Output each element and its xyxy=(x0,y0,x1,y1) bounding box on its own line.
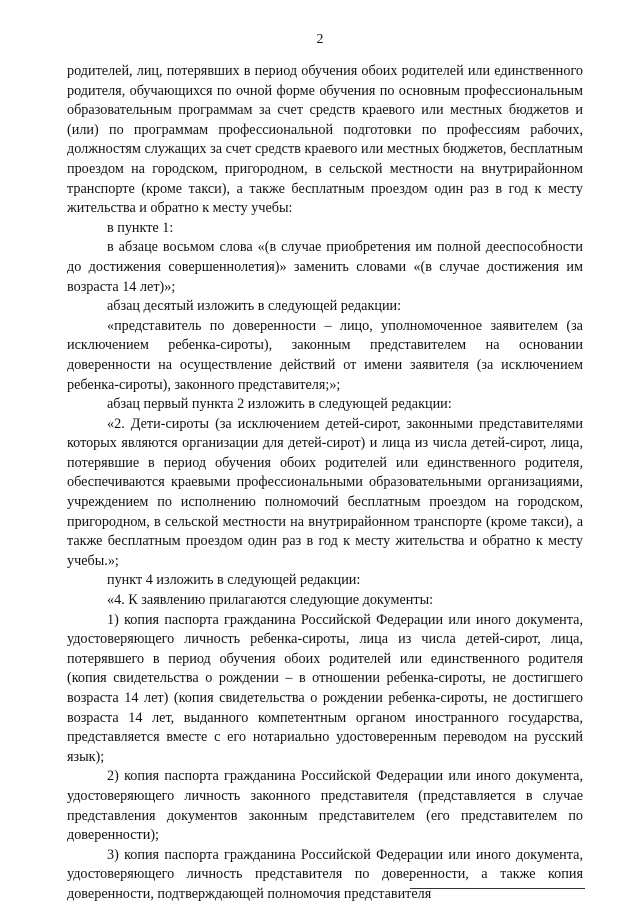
bottom-rule xyxy=(410,888,585,889)
paragraph: «2. Дети-сироты (за исключением детей-сирот, законными представителями которых являются организации для детей-сирот) и лица из числа детей-сирот, лица, потерявшие в период обучения обоих родителей или единственного родителя, обеспечиваются краевыми профессиональными образовательными организациями, учреждением по исполнению полномочий бесплатным проездом на городском, пригородном, в сельской местности на внутрирайонном транспорте (кроме такси), а также бесплатным проездом один раз в год к месту жительства и обратно к месту учебы.»; xyxy=(67,415,583,569)
paragraph: «4. К заявлению прилагаются следующие документы: xyxy=(107,592,434,609)
paragraph: 1) копия паспорта гражданина Российской Федерации или иного документа, удостоверяющего личность ребенка-сироты, лица из числа детей-сирот, лица, потерявшего в период обучения обоих родителей или единственного родителя (копия свидетельства о рождении – в отношении ребенка-сироты, не достигшего возраста 14 лет) (копия свидетельства о рождении ребенка-сироты, не достигшего возраста 14 лет, выданного компетентным органом иностранного государства, представляется вместе с его нотариально удостоверенным переводом на русский язык); xyxy=(67,611,583,765)
paragraph: абзац первый пункта 2 изложить в следующей редакции: xyxy=(107,396,452,413)
document-body xyxy=(67,62,583,905)
paragraph: в пункте 1: xyxy=(107,219,174,236)
paragraph: в абзаце восьмом слова «(в случае приобретения им полной дееспособности до достижения совершеннолетия)» заменить словами «(в случае достижения им возраста 14 лет)»; xyxy=(67,239,583,295)
paragraph: 2) копия паспорта гражданина Российской Федерации или иного документа, удостоверяющего личность законного представителя (представляется в случае представления документов законным представителем (его представителем по доверенности); xyxy=(67,768,583,844)
paragraph: абзац десятый изложить в следующей редакции: xyxy=(107,298,402,315)
page-number: 2 xyxy=(316,32,324,47)
paragraph: 3) копия паспорта гражданина Российской Федерации или иного документа, удостоверяющего личность представителя по доверенности, а также копия доверенности, подтверждающей полномочия представителя xyxy=(67,846,583,902)
paragraph: пункт 4 изложить в следующей редакции: xyxy=(107,572,361,589)
paragraph: «представитель по доверенности – лицо, уполномоченное заявителем (за исключением ребенка-сироты), законным представителем на основании доверенности на осуществление действий от имени заявителя (за исключением ребенка-сироты), законного представителя;»; xyxy=(67,317,583,393)
paragraph: родителей, лиц, потерявших в период обучения обоих родителей или единственного родителя, обучающихся по очной форме обучения по основным профессиональным образовательным программам за счет средств краевого или местных бюджетов и (или) по программам профессиональной подготовки по профессиям рабочих, должностям служащих за счет средств краевого или местных бюджетов, бесплатным проездом на городском, пригородном, в сельской местности на внутрирайонном транспорте (кроме такси), а также бесплатным проездом один раз в год к месту жительства и обратно к месту учебы: xyxy=(67,63,583,217)
